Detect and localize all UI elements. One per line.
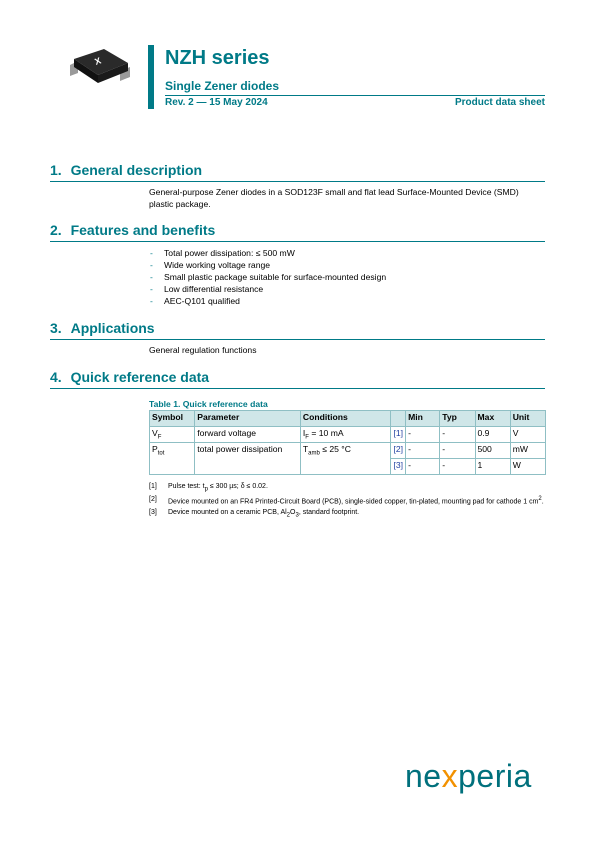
header-cell: Conditions [300,411,391,427]
header-cell: Parameter [195,411,301,427]
footnote-ref-link[interactable]: [3] [391,459,406,475]
min-cell: - [406,427,440,443]
parameter-cell: total power dissipation [195,443,301,475]
typ-cell: - [440,459,475,475]
header-cell: Min [406,411,440,427]
list-item: - Total power dissipation: ≤ 500 mW [149,247,386,259]
table-note: [1] Pulse test: $t_p \le 300$ µs; δ ≤ 0.02. [149,483,268,493]
section-heading-quick-reference: 4. Quick reference data [50,369,545,389]
max-cell: 0.9 [475,427,510,443]
header-rule [165,95,545,96]
list-item: - AEC-Q101 qualified [149,295,386,307]
revision-label: Rev. 2 — 15 May 2024 [165,97,268,108]
sod123f-package-image [66,47,134,87]
header-cell: Typ [440,411,475,427]
min-cell: - [406,459,440,475]
applications-text: General regulation functions [149,345,257,355]
conditions-cell: $I_F = 10$ mA [300,427,391,443]
table-notes [149,482,545,521]
features-list [149,247,386,307]
header-cell: Max [475,411,510,427]
max-cell: 1 [475,459,510,475]
footnote-ref-link[interactable]: [2] [391,443,406,459]
table-note: [2] Device mounted on an FR4 Printed-Circuit Board (PCB), single-sided copper, tin-plated, mounting pad for cathode 1 $cm^2$. [149,496,544,506]
quick-reference-table [149,410,546,475]
section-heading-general-description: 1. General description [50,162,545,182]
table-row [150,443,546,459]
symbol-cell: $P_{tot}$ [150,443,195,475]
footnote-ref-link[interactable]: [1] [391,427,406,443]
table-caption: Table 1. Quick reference data [149,399,268,409]
doc-type-label: Product data sheet [454,97,545,108]
unit-cell: V [510,427,545,443]
header-accent-bar [148,45,154,109]
header-cell: Symbol [150,411,195,427]
list-item: - Wide working voltage range [149,259,386,271]
doc-subtitle: Single Zener diodes [165,79,280,93]
general-description-text: General-purpose Zener diodes in a SOD123F small and flat lead Surface-Mounted Device (SMD) plastic package. [149,187,519,209]
section-heading-applications: 3. Applications [50,320,545,340]
list-item: - Low differential resistance [149,283,386,295]
table-row [150,427,546,443]
svg-text:X: X [93,55,103,67]
unit-cell: mW [510,443,545,459]
min-cell: - [406,443,440,459]
section-heading-features: 2. Features and benefits [50,222,545,242]
typ-cell: - [440,427,475,443]
unit-cell: W [510,459,545,475]
list-item: - Small plastic package suitable for surface-mounted design [149,271,386,283]
conditions-cell: $T_{amb} \le 25$ °C [300,443,391,475]
typ-cell: - [440,443,475,459]
table-note: [3] Device mounted on a ceramic PCB, $Al_2O_3$, standard footprint. [149,508,360,519]
max-cell: 500 [475,443,510,459]
doc-title: NZH series [165,47,270,69]
parameter-cell: forward voltage [195,427,301,443]
header-cell: Unit [510,411,545,427]
table-header-row [150,411,546,427]
header-cell [391,411,406,427]
nexperia-logo: nexperia [405,758,532,794]
symbol-cell: $V_F$ [150,427,195,443]
